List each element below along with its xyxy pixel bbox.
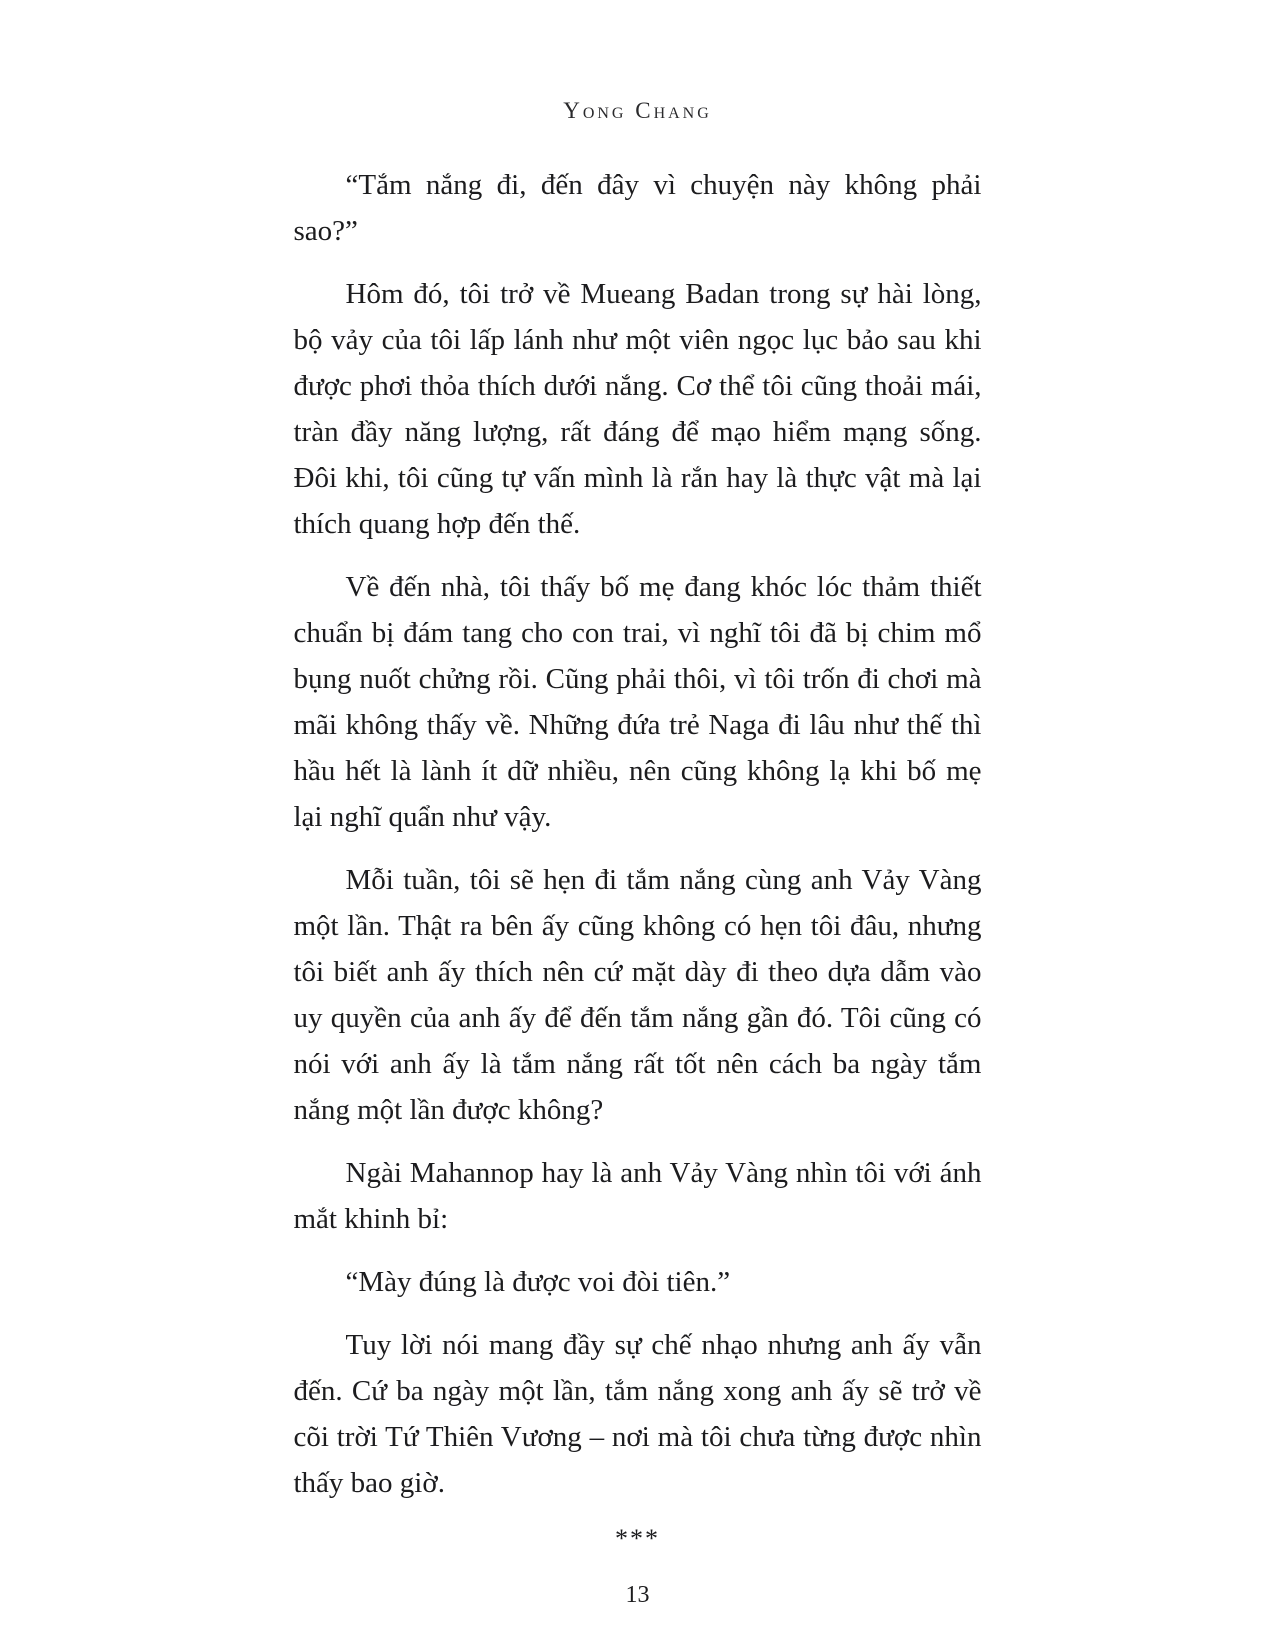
section-separator: ***	[615, 1524, 660, 1553]
page-number: 13	[625, 1582, 650, 1608]
paragraph: Tuy lời nói mang đầy sự chế nhạo nhưng anh ấy vẫn đến. Cứ ba ngày một lần, tắm nắng xong anh ấy sẽ trở về cõi trời Tứ Thiên Vương – nơi mà tôi chưa từng được nhìn thấy bao giờ.	[293, 1329, 982, 1499]
paragraph: Mỗi tuần, tôi sẽ hẹn đi tắm nắng cùng anh Vảy Vàng một lần. Thật ra bên ấy cũng không có hẹn tôi đâu, nhưng tôi biết anh ấy thích nên cứ mặt dày đi theo dựa dẫm vào uy quyền của anh ấy để đến tắm nắng gần đó. Tôi cũng có nói với anh ấy là tắm nắng rất tốt nên cách ba ngày tắm nắng một lần được không?	[293, 864, 982, 1126]
paragraph: Ngài Mahannop hay là anh Vảy Vàng nhìn tôi với ánh mắt khinh bỉ:	[293, 1157, 982, 1235]
paragraph: Hôm đó, tôi trở về Mueang Badan trong sự hài lòng, bộ vảy của tôi lấp lánh như một viên ngọc lục bảo sau khi được phơi thỏa thích dưới nắng. Cơ thể tôi cũng thoải mái, tràn đầy năng lượng, rất đáng để mạo hiểm mạng sống. Đôi khi, tôi cũng tự vấn mình là rắn hay là thực vật mà lại thích quang hợp đến thế.	[293, 278, 982, 540]
paragraph-dialogue: “Mày đúng là được voi đòi tiên.”	[345, 1266, 731, 1298]
paragraph: Về đến nhà, tôi thấy bố mẹ đang khóc lóc thảm thiết chuẩn bị đám tang cho con trai, vì nghĩ tôi đã bị chim mổ bụng nuốt chửng rồi. Cũng phải thôi, vì tôi trốn đi chơi mà mãi không thấy về. Những đứa trẻ Naga đi lâu như thế thì hầu hết là lành ít dữ nhiều, nên cũng không lạ khi bố mẹ lại nghĩ quẩn như vậy.	[293, 571, 982, 833]
running-header: Yong Chang	[563, 98, 712, 123]
paragraph-dialogue: “Tắm nắng đi, đến đây vì chuyện này không phải sao?”	[293, 169, 982, 247]
page-body-text	[294, 162, 982, 1506]
